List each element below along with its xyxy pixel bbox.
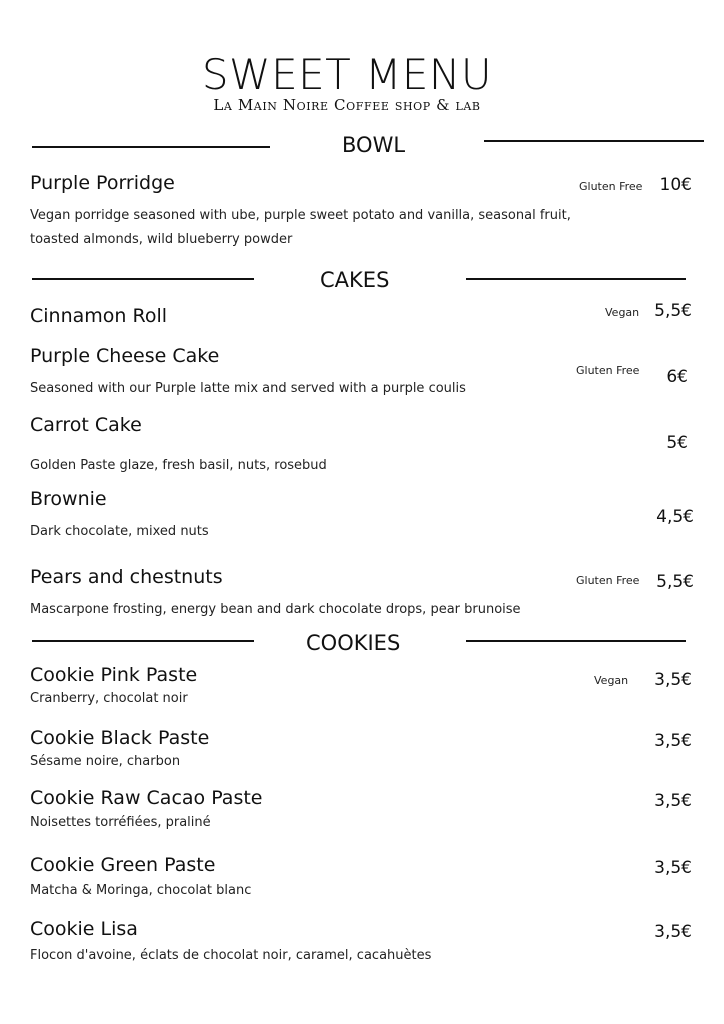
item-price: 3,5€ bbox=[654, 791, 692, 811]
section-divider-left bbox=[32, 640, 254, 642]
section-divider-left bbox=[32, 146, 270, 148]
item-price: 6€ bbox=[666, 367, 688, 387]
item-price: 3,5€ bbox=[654, 858, 692, 878]
section-divider-right bbox=[484, 140, 704, 142]
item-price: 3,5€ bbox=[654, 731, 692, 751]
dietary-tag: Vegan bbox=[594, 674, 629, 687]
item-description: Golden Paste glaze, fresh basil, nuts, rosebud bbox=[30, 458, 327, 473]
item-price: 3,5€ bbox=[654, 922, 692, 942]
item-description: Sésame noire, charbon bbox=[30, 754, 181, 769]
item-description: Mascarpone frosting, energy bean and dark chocolate drops, pear brunoise bbox=[30, 602, 521, 617]
item-name: Cookie Lisa bbox=[30, 918, 138, 940]
dietary-tag: Gluten Free bbox=[576, 364, 640, 377]
item-name: Cookie Raw Cacao Paste bbox=[30, 787, 263, 809]
section-divider-left bbox=[32, 278, 254, 280]
item-description: Noisettes torréfiées, praliné bbox=[30, 815, 211, 830]
item-description-line2: toasted almonds, wild blueberry powder bbox=[30, 232, 293, 247]
item-name: Cinnamon Roll bbox=[30, 305, 168, 327]
item-description: Vegan porridge seasoned with ube, purple sweet potato and vanilla, seasonal fruit, bbox=[30, 208, 571, 223]
item-price: 5,5€ bbox=[656, 572, 694, 592]
section-divider-right bbox=[466, 278, 686, 280]
item-name: Brownie bbox=[30, 488, 107, 510]
item-price: 5€ bbox=[666, 433, 688, 453]
menu-subtitle: La Main Noire Coffee shop & lab bbox=[213, 96, 481, 114]
item-name: Cookie Green Paste bbox=[30, 854, 216, 876]
item-description: Cranberry, chocolat noir bbox=[30, 691, 188, 706]
item-name: Cookie Pink Paste bbox=[30, 664, 198, 686]
menu-title: SWEET MENU bbox=[201, 50, 493, 99]
dietary-tag: Gluten Free bbox=[576, 574, 640, 587]
item-name: Purple Porridge bbox=[30, 172, 175, 194]
section-divider-right bbox=[466, 640, 686, 642]
item-description: Matcha & Moringa, chocolat blanc bbox=[30, 883, 252, 898]
section-heading-cookies: COOKIES bbox=[306, 631, 401, 655]
item-price: 10€ bbox=[659, 175, 692, 195]
item-name: Purple Cheese Cake bbox=[30, 345, 220, 367]
item-name: Pears and chestnuts bbox=[30, 566, 223, 588]
dietary-tag: Vegan bbox=[605, 306, 640, 319]
section-heading-cakes: CAKES bbox=[320, 268, 390, 292]
item-description: Dark chocolate, mixed nuts bbox=[30, 524, 209, 539]
dietary-tag: Gluten Free bbox=[579, 180, 643, 193]
item-description: Seasoned with our Purple latte mix and served with a purple coulis bbox=[30, 381, 466, 396]
item-name: Carrot Cake bbox=[30, 414, 142, 436]
item-price: 5,5€ bbox=[654, 301, 692, 321]
item-price: 4,5€ bbox=[656, 507, 694, 527]
item-name: Cookie Black Paste bbox=[30, 727, 210, 749]
item-price: 3,5€ bbox=[654, 670, 692, 690]
section-heading-bowl: BOWL bbox=[342, 133, 406, 157]
item-description: Flocon d'avoine, éclats de chocolat noir, caramel, cacahuètes bbox=[30, 948, 432, 963]
